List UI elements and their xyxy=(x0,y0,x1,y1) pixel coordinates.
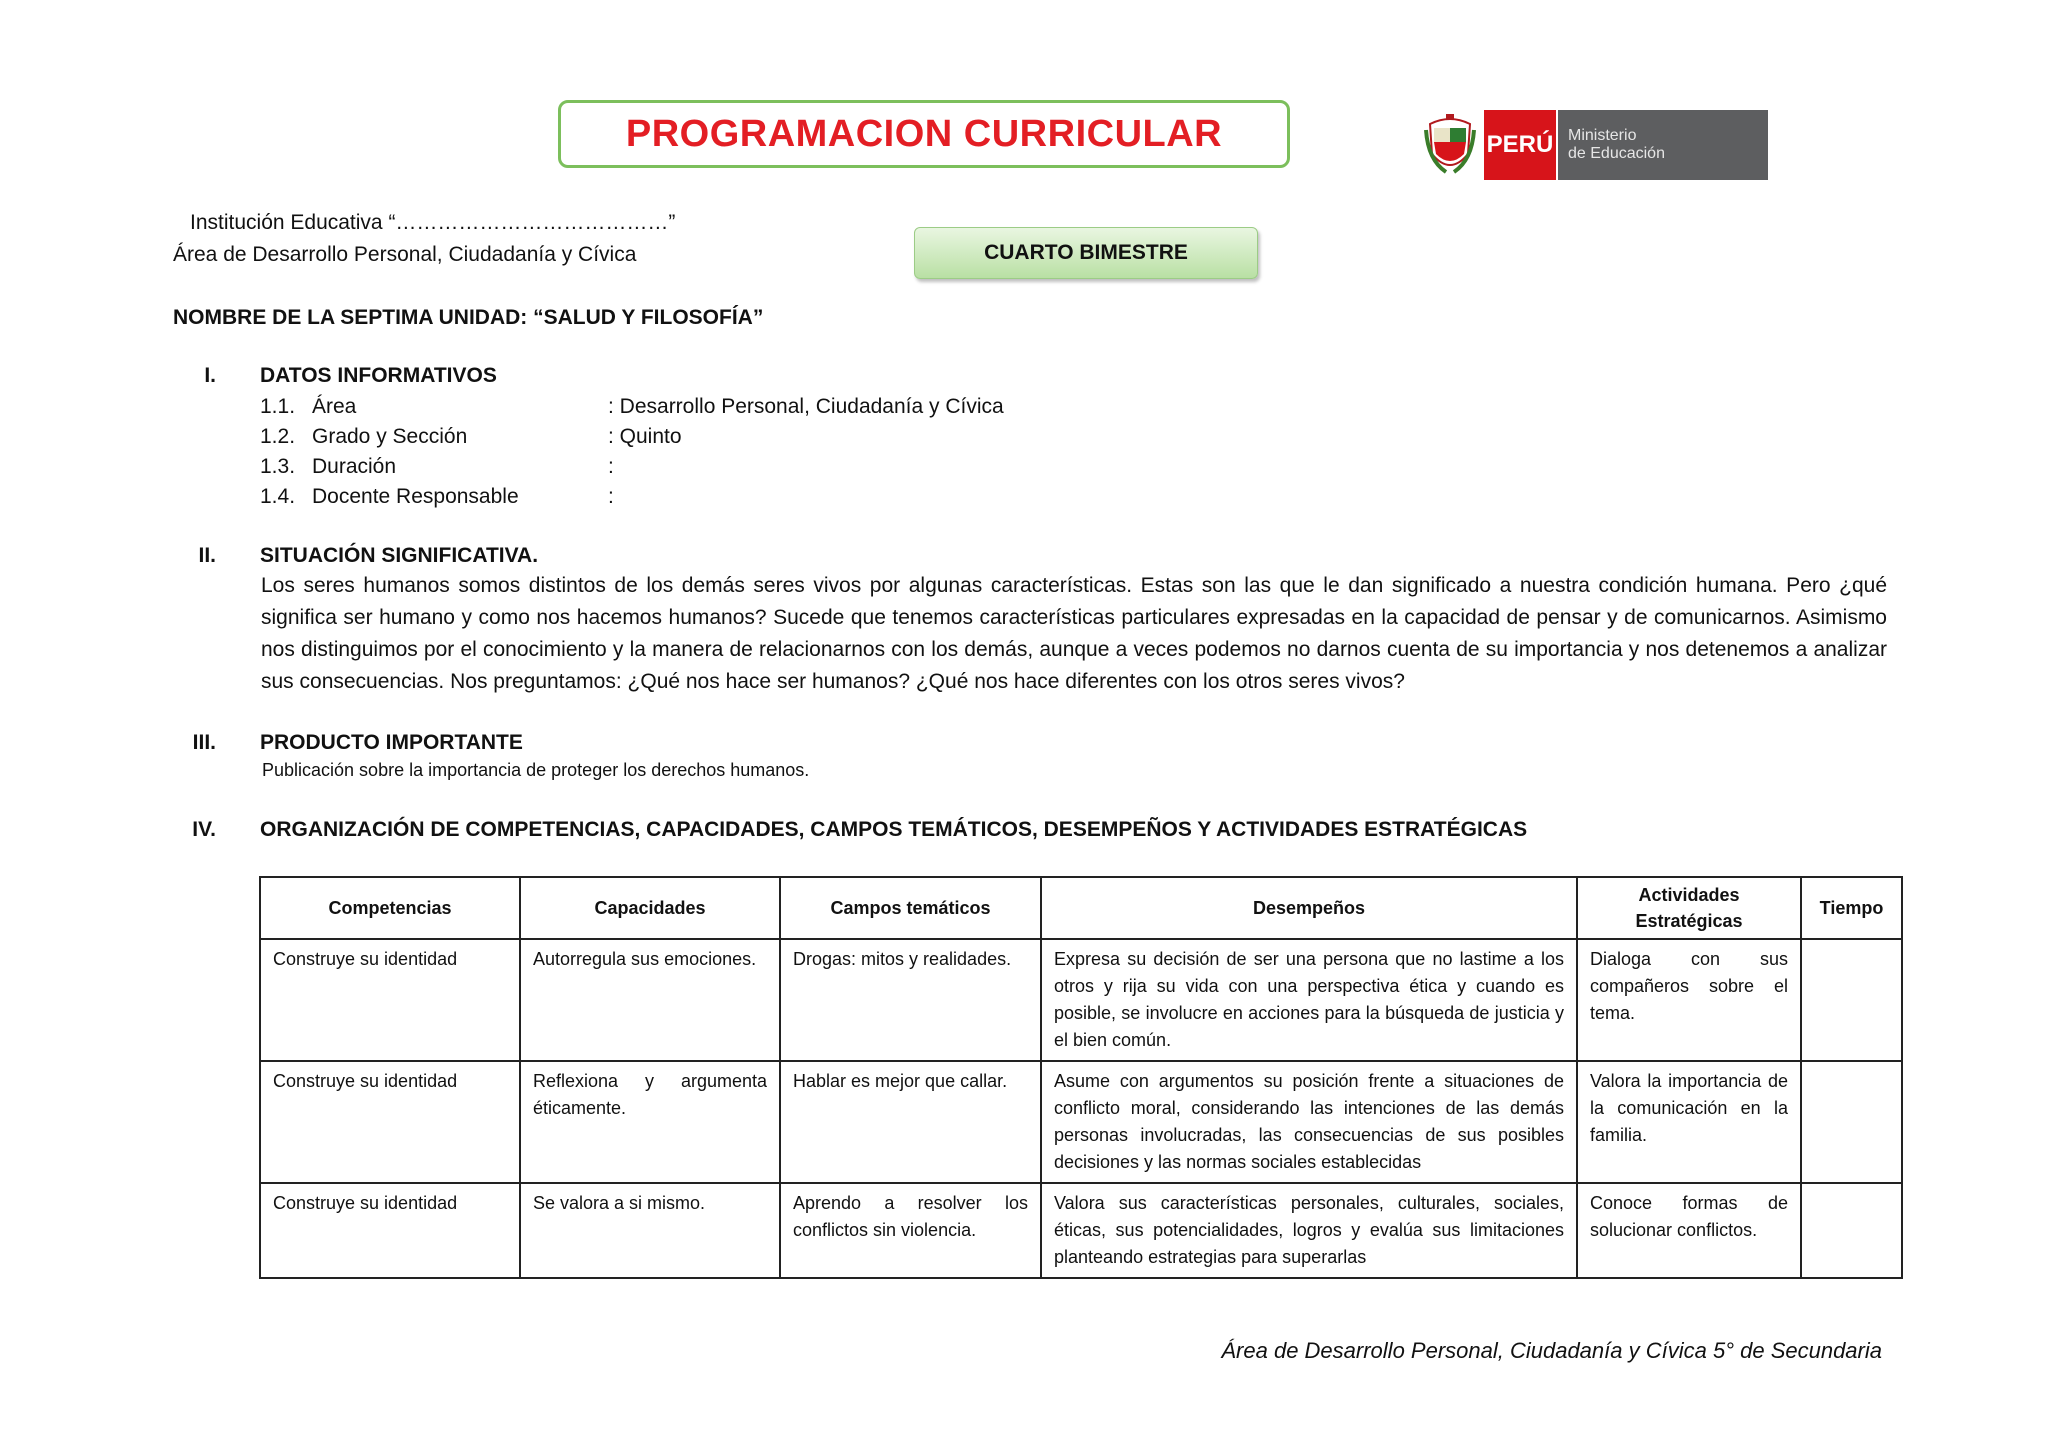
header-campos: Campos temáticos xyxy=(780,877,1041,939)
page-footer: Área de Desarrollo Personal, Ciudadanía y Cívica 5° de Secundaria xyxy=(1221,1338,1882,1363)
producto-text: Publicación sobre la importancia de proteger los derechos humanos. xyxy=(262,760,810,780)
datos-number: 1.4. xyxy=(260,485,296,508)
cell-tiempo xyxy=(1801,1061,1902,1183)
situacion-paragraph: Los seres humanos somos distintos de los demás seres vivos por algunas características. Estas son las que le dan significado a nuestra condición humana. Pero ¿qué significa ser humano y como nos hacemos humanos? Sucede que tenemos características particulares expresadas en la capacidad de pensar y de comunicarnos. Asimismo nos distinguimos por el conocimiento y la manera de relacionarnos con los demás, aunque a veces podemos no darnos cuenta de su importancia y nos detenemos a analizar sus consecuencias. Nos preguntamos: ¿Qué nos hace ser humanos? ¿Qué nos hace diferentes con los otros seres vivos? xyxy=(261,574,1887,693)
unit-name: NOMBRE DE LA SEPTIMA UNIDAD: “SALUD Y FILOSOFÍA” xyxy=(173,306,764,329)
datos-number: 1.1. xyxy=(260,395,296,418)
datos-value: : Quinto xyxy=(608,425,682,448)
document-title: PROGRAMACION CURRICULAR xyxy=(625,112,1223,155)
section-1-number: I. xyxy=(204,364,216,387)
header-competencias: Competencias xyxy=(260,877,520,939)
institution-line: Institución Educativa “…………………………………” xyxy=(190,211,676,234)
header-tiempo: Tiempo xyxy=(1801,877,1902,939)
section-4-title: ORGANIZACIÓN DE COMPETENCIAS, CAPACIDADES, CAMPOS TEMÁTICOS, DESEMPEÑOS Y ACTIVIDADES ESTRATÉGICAS xyxy=(260,818,1528,841)
datos-row xyxy=(260,422,682,452)
competencias-table xyxy=(259,876,1903,1279)
cell-desempeno: Expresa su decisión de ser una persona que no lastime a los otros y rija su vida con una perspectiva ética y cuando es posible, se involucre en acciones para la búsqueda de justicia y el bien común. xyxy=(1041,939,1577,1061)
cell-capacidad: Autorregula sus emociones. xyxy=(520,939,780,1061)
header-actividades: Actividades Estratégicas xyxy=(1577,877,1801,939)
datos-value: : xyxy=(608,455,614,478)
cell-campo: Aprendo a resolver los conflictos sin violencia. xyxy=(780,1183,1041,1278)
cell-competencia: Construye su identidad xyxy=(260,1061,520,1183)
minedu-logo xyxy=(1424,110,1768,180)
section-4-number: IV. xyxy=(192,818,216,841)
table-row xyxy=(260,1183,1902,1278)
table-row xyxy=(260,939,1902,1061)
table-row xyxy=(260,1061,1902,1183)
cell-capacidad: Se valora a si mismo. xyxy=(520,1183,780,1278)
peru-coat-of-arms-icon xyxy=(1424,110,1476,180)
datos-row xyxy=(260,452,614,482)
datos-label: Duración xyxy=(312,455,397,478)
cell-tiempo xyxy=(1801,939,1902,1061)
cell-campo: Hablar es mejor que callar. xyxy=(780,1061,1041,1183)
datos-label: Grado y Sección xyxy=(312,425,468,448)
cell-actividad: Dialoga con sus compañeros sobre el tema. xyxy=(1577,939,1801,1061)
cell-campo: Drogas: mitos y realidades. xyxy=(780,939,1041,1061)
datos-row xyxy=(260,392,1004,422)
cell-actividad: Conoce formas de solucionar conflictos. xyxy=(1577,1183,1801,1278)
datos-label: Área xyxy=(312,395,357,418)
title-box xyxy=(558,100,1290,168)
cell-desempeno: Valora sus características personales, culturales, sociales, éticas, sus potencialidades, logros y evalúa sus limitaciones planteando estrategias para superarlas xyxy=(1041,1183,1577,1278)
cell-desempeno: Asume con argumentos su posición frente a situaciones de conflicto moral, considerando las intenciones de las demás personas involucradas, las consecuencias de sus posibles decisiones y las normas sociales establecidas xyxy=(1041,1061,1577,1183)
datos-value: : xyxy=(608,485,614,508)
datos-number: 1.2. xyxy=(260,425,296,448)
area-line: Área de Desarrollo Personal, Ciudadanía y Cívica xyxy=(173,243,637,266)
section-3-number: III. xyxy=(192,731,216,754)
logo-ministry-label xyxy=(1556,110,1768,180)
section-2-title: SITUACIÓN SIGNIFICATIVA. xyxy=(260,544,539,567)
bimestre-badge: CUARTO BIMESTRE xyxy=(914,227,1258,279)
datos-label: Docente Responsable xyxy=(312,485,519,508)
datos-number: 1.3. xyxy=(260,455,296,478)
logo-ministry-line2: de Educación xyxy=(1568,145,1665,162)
cell-tiempo xyxy=(1801,1183,1902,1278)
cell-competencia: Construye su identidad xyxy=(260,939,520,1061)
table-header-row xyxy=(260,877,1902,939)
cell-actividad: Valora la importancia de la comunicación en la familia. xyxy=(1577,1061,1801,1183)
header-capacidades: Capacidades xyxy=(520,877,780,939)
logo-ministry-line1: Ministerio xyxy=(1568,127,1637,144)
logo-peru-label: PERÚ xyxy=(1484,110,1556,180)
cell-capacidad: Reflexiona y argumenta éticamente. xyxy=(520,1061,780,1183)
section-3-title: PRODUCTO IMPORTANTE xyxy=(260,731,523,754)
datos-value: : Desarrollo Personal, Ciudadanía y Cívica xyxy=(608,395,1004,418)
section-2-number: II. xyxy=(198,544,216,567)
header-desempenos: Desempeños xyxy=(1041,877,1577,939)
cell-competencia: Construye su identidad xyxy=(260,1183,520,1278)
datos-row xyxy=(260,482,614,512)
section-1-title: DATOS INFORMATIVOS xyxy=(260,364,497,387)
